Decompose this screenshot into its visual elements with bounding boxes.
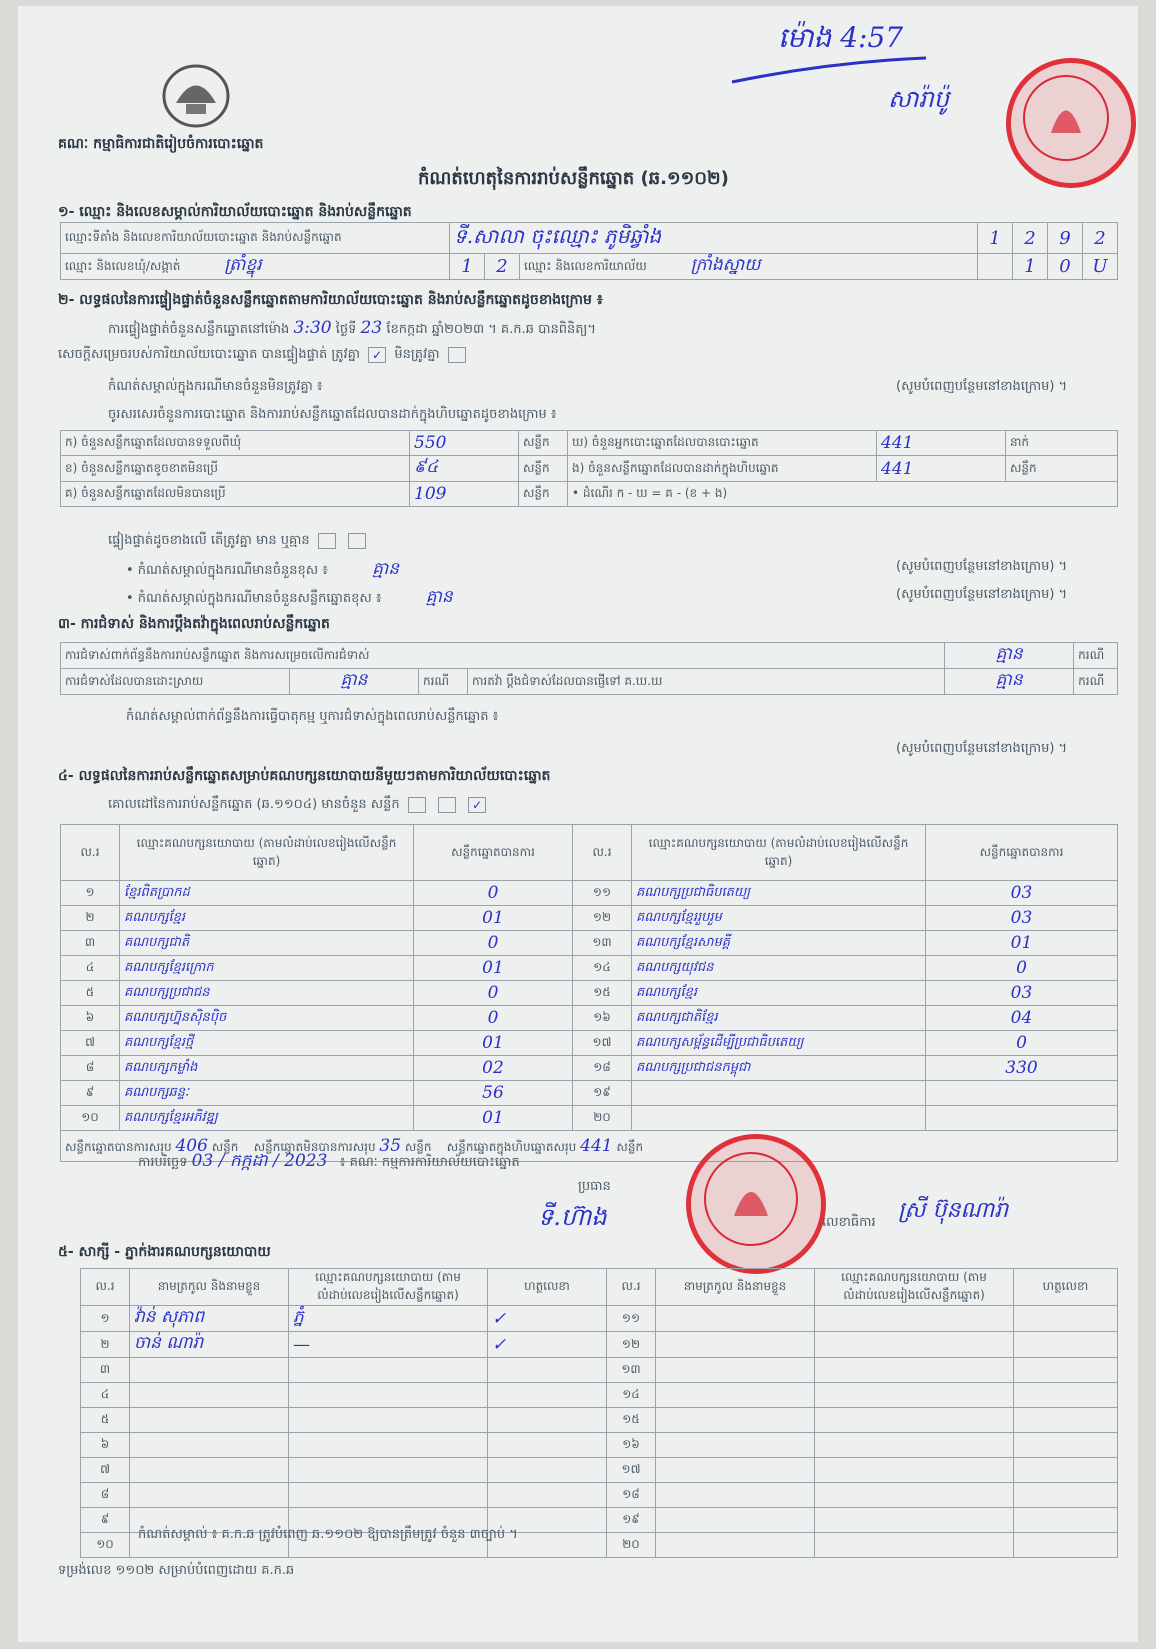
option-checkbox-2[interactable] <box>348 533 366 549</box>
result-party-2: គណបក្សយុវជន <box>632 956 926 981</box>
obs-party-2 <box>815 1483 1014 1508</box>
result-votes-2: 03 <box>926 906 1118 931</box>
result-votes: 0 <box>414 931 573 956</box>
obs-sign <box>488 1458 607 1483</box>
observer-row <box>81 1483 1118 1508</box>
obs-no: ៨ <box>81 1483 130 1508</box>
obs-sign-2 <box>1014 1533 1118 1558</box>
section-2-line-1: ការផ្ទៀងផ្ទាត់ចំនួនសន្លឹកឆ្នោតនៅម៉ោង 3:30 ថ្ងៃទី 23 ខែកក្កដា ឆ្នាំ២០២៣ ។ គ.ក.ឆ បានពិនិត្យ។ <box>108 318 596 338</box>
chair-label: ប្រធាន <box>578 1179 611 1194</box>
obs-no-2: ២០ <box>607 1533 656 1558</box>
result-row <box>61 906 1118 931</box>
result-party-2: គណបក្សជាតិខ្មែរ <box>632 1006 926 1031</box>
obs-no-2: ១៩ <box>607 1508 656 1533</box>
obs-no: ២ <box>81 1332 130 1358</box>
section-3-row-1-value: គ្មាន <box>945 643 1074 669</box>
result-no: ១ <box>61 881 120 906</box>
result-no: ៤ <box>61 956 120 981</box>
result-votes: 01 <box>414 1106 573 1131</box>
station-digit-4: 2 <box>1083 223 1118 254</box>
results-table <box>60 824 1118 1162</box>
section-3-heading: ៣- ការជំទាស់ និងការប្តឹងតវ៉ាក្នុងពេលរាប់សន្លឹកឆ្នោត <box>58 616 330 632</box>
result-party-2: គណបក្សសម្ព័ន្ធដើម្បីប្រជាធិបតេយ្យ <box>632 1031 926 1056</box>
result-row <box>61 1081 1118 1106</box>
obs-no-2: ១២ <box>607 1332 656 1358</box>
office-label: ឈ្មោះ និងលេខការិយាល័យ ក្រាំងស្នាយ <box>520 254 978 280</box>
obs-sign-2 <box>1014 1306 1118 1332</box>
obs-name-2 <box>656 1358 815 1383</box>
observer-row <box>81 1458 1118 1483</box>
result-row <box>61 956 1118 981</box>
result-no: ១០ <box>61 1106 120 1131</box>
office-digit-0 <box>978 254 1013 280</box>
count-row-unit: សន្លឹក <box>519 431 568 456</box>
section-1-heading: ១- ឈ្មោះ និងលេខសម្គាល់ការិយាល័យបោះឆ្នោត និងរាប់សន្លឹកឆ្នោត <box>58 204 412 220</box>
count-row-unit: សន្លឹក <box>519 456 568 482</box>
result-votes: 0 <box>414 1006 573 1031</box>
yes-checkbox[interactable]: ✓ <box>368 347 386 363</box>
handwritten-signature-note: សារ៉ាប៉ូ <box>888 85 949 113</box>
obs-sign <box>488 1383 607 1408</box>
observer-row <box>81 1383 1118 1408</box>
obs-name-2 <box>656 1458 815 1483</box>
obs-party-2 <box>815 1306 1014 1332</box>
section-2-note-3: • កំណត់សម្គាល់ក្នុងករណីមានចំនួនសន្លឹកឆ្នោតខុស ៖ គ្មាន <box>126 587 453 607</box>
result-votes: 01 <box>414 906 573 931</box>
observer-row <box>81 1358 1118 1383</box>
result-no-2: ១៣ <box>573 931 632 956</box>
obs-sign <box>488 1433 607 1458</box>
obs-no: ៣ <box>81 1358 130 1383</box>
obs-name-2 <box>656 1433 815 1458</box>
obs-col-sign-2: ហត្ថលេខា <box>1014 1269 1118 1306</box>
obs-name <box>130 1458 289 1483</box>
result-votes-2: 04 <box>926 1006 1118 1031</box>
obs-no-2: ១៣ <box>607 1358 656 1383</box>
result-party: គណបក្សខ្មែរ <box>120 906 414 931</box>
observer-row <box>81 1433 1118 1458</box>
result-no-2: ១១ <box>573 881 632 906</box>
result-no-2: ១៥ <box>573 981 632 1006</box>
result-party-2: គណបក្សប្រជាធិបតេយ្យ <box>632 881 926 906</box>
count-row-label: ក) ចំនួនសន្លឹកឆ្នោតដែលបានទទួលពីឃុំ <box>61 431 410 456</box>
result-party: គណបក្សជាតិ <box>120 931 414 956</box>
count-row-value: ៩៤ <box>410 456 519 482</box>
result-no-2: ១៨ <box>573 1056 632 1081</box>
result-votes: 02 <box>414 1056 573 1081</box>
result-no: ៣ <box>61 931 120 956</box>
obs-party: — <box>289 1332 488 1358</box>
observer-row <box>81 1408 1118 1433</box>
section-2-heading: ២- លទ្ធផលនៃការផ្ទៀងផ្ទាត់ចំនួនសន្លឹកឆ្នោតតាមការិយាល័យបោះឆ្នោត និងរាប់សន្លឹកឆ្នោតដូចខាងក្រោម ៖ <box>58 292 603 308</box>
official-stamp-center <box>686 1134 826 1274</box>
obs-sign-2 <box>1014 1458 1118 1483</box>
count-row-unit: សន្លឹក <box>519 482 568 507</box>
obs-party-2 <box>815 1332 1014 1358</box>
result-no: ២ <box>61 906 120 931</box>
col-party-2: ឈ្មោះគណបក្សនយោបាយ (តាមលំដាប់លេខរៀងលើសន្លឹកឆ្នោត) <box>632 825 926 881</box>
obs-name <box>130 1433 289 1458</box>
count-row-label: គ) ចំនួនសន្លឹកឆ្នោតដែលមិនបានប្រើ <box>61 482 410 507</box>
result-votes-2 <box>926 1081 1118 1106</box>
result-no-2: ១២ <box>573 906 632 931</box>
result-party-2: គណបក្សប្រជាជនកម្ពុជា <box>632 1056 926 1081</box>
result-votes-2: 330 <box>926 1056 1118 1081</box>
result-party-2: គណបក្សខ្មែររួបរួម <box>632 906 926 931</box>
obs-party <box>289 1408 488 1433</box>
result-votes: 56 <box>414 1081 573 1106</box>
section-3-row-1-label: ការជំទាស់ពាក់ព័ន្ធនឹងការរាប់សន្លឹកឆ្នោត និងការសម្រេចលើការជំទាស់ <box>61 643 945 669</box>
form-title: កំណត់ហេតុនៃការរាប់សន្លឹកឆ្នោត (ឆ.១១០២) <box>418 168 729 189</box>
col-votes: សន្លឹកឆ្នោតបានការ <box>414 825 573 881</box>
station-digit-1: 1 <box>978 223 1013 254</box>
col-party: ឈ្មោះគណបក្សនយោបាយ (តាមលំដាប់លេខរៀងលើសន្លឹកឆ្នោត) <box>120 825 414 881</box>
result-party-2 <box>632 1081 926 1106</box>
obs-name-2 <box>656 1508 815 1533</box>
obs-col-no: ល.រ <box>81 1269 130 1306</box>
count-formula: • ដំណើរ ក - ឃ = គ - (ខ + ង) <box>568 482 1118 507</box>
section-3-table <box>60 642 1118 695</box>
result-no: ៥ <box>61 981 120 1006</box>
obs-party-2 <box>815 1458 1014 1483</box>
obs-party-2 <box>815 1358 1014 1383</box>
obs-no: ៤ <box>81 1383 130 1408</box>
result-no: ៩ <box>61 1081 120 1106</box>
committee-emblem-icon <box>156 58 236 128</box>
obs-sign: ✓ <box>488 1306 607 1332</box>
result-votes-2: 03 <box>926 981 1118 1006</box>
result-no-2: ១៤ <box>573 956 632 981</box>
count-row-label-2: ង) ចំនួនសន្លឹកឆ្នោតដែលបានដាក់ក្នុងហិបឆ្នោត <box>568 456 877 482</box>
section-3-row-1-unit: ករណី <box>1074 643 1118 669</box>
document-sheet <box>18 6 1138 1642</box>
result-no: ៨ <box>61 1056 120 1081</box>
result-party-2 <box>632 1106 926 1131</box>
count-row-value: 109 <box>410 482 519 507</box>
result-votes: 0 <box>414 881 573 906</box>
section-3-row-2-unit: ករណី <box>419 669 468 695</box>
col-no: ល.រ <box>61 825 120 881</box>
section-2-line-2: សេចក្តីសម្រេចរបស់ការិយាល័យបោះឆ្នោត បានផ្ទៀងផ្ទាត់ ត្រូវគ្នា ✓ មិនត្រូវគ្នា <box>58 346 470 365</box>
obs-name <box>130 1408 289 1433</box>
count-row-unit-2: នាក់ <box>1006 431 1118 456</box>
obs-sign <box>488 1483 607 1508</box>
result-row <box>61 1006 1118 1031</box>
obs-no: ១ <box>81 1306 130 1332</box>
obs-col-sign: ហត្ថលេខា <box>488 1269 607 1306</box>
section-3-row-2-label-2: ការតវ៉ា ប្តឹងជំទាស់ដែលបានផ្ញើទៅ គ.ឃ.ឃ <box>468 669 945 695</box>
obs-no: ១០ <box>81 1533 130 1558</box>
result-party: ខ្មែរពិតប្រាកដ <box>120 881 414 906</box>
office-digit-3: U <box>1083 254 1118 280</box>
obs-sign: ✓ <box>488 1332 607 1358</box>
obs-party: ភ្នំ <box>289 1306 488 1332</box>
obs-party <box>289 1358 488 1383</box>
obs-col-party: ឈ្មោះគណបក្សនយោបាយ (តាមលំដាប់លេខរៀងលើសន្លឹកឆ្នោត) <box>289 1269 488 1306</box>
observer-row <box>81 1306 1118 1332</box>
obs-no: ៧ <box>81 1458 130 1483</box>
commune-digit-1: 1 <box>450 254 485 280</box>
count-row-value-2: 441 <box>877 431 1006 456</box>
obs-no: ៦ <box>81 1433 130 1458</box>
count-row-unit-2: សន្លឹក <box>1006 456 1118 482</box>
result-party: គណបក្សឆន្ទៈ <box>120 1081 414 1106</box>
result-party: គណបក្សខ្មែរអភិវឌ្ឍ <box>120 1106 414 1131</box>
obs-sign-2 <box>1014 1508 1118 1533</box>
obs-sign-2 <box>1014 1383 1118 1408</box>
result-row <box>61 881 1118 906</box>
observer-row <box>81 1332 1118 1358</box>
result-party: គណបក្សខ្មែរក្រោក <box>120 956 414 981</box>
result-row <box>61 1056 1118 1081</box>
commune-label: ឈ្មោះ និងលេខឃុំ/សង្កាត់ ត្រាំខ្នុរ <box>61 254 450 280</box>
section-3-hint: (សូមបំពេញបន្ថែមនៅខាងក្រោម) ។ <box>896 741 1068 756</box>
observers-table <box>80 1268 1118 1558</box>
obs-name-2 <box>656 1408 815 1433</box>
obs-name-2 <box>656 1306 815 1332</box>
obs-no-2: ១១ <box>607 1306 656 1332</box>
result-party: គណបក្សកម្លាំង <box>120 1056 414 1081</box>
footer-note: កំណត់សម្គាល់ ៖ គ.ក.ឆ ត្រូវបំពេញ ឆ.១១០២ ឱ្យបានត្រឹមត្រូវ ចំនួន ៣ច្បាប់ ។ <box>138 1527 518 1542</box>
obs-party <box>289 1383 488 1408</box>
result-row <box>61 1106 1118 1131</box>
result-votes: 01 <box>414 956 573 981</box>
obs-party-2 <box>815 1433 1014 1458</box>
section-3-row-2-unit-2: ករណី <box>1074 669 1118 695</box>
section-3-row-2-label: ការជំទាស់ដែលបានដោះស្រាយ <box>61 669 290 695</box>
result-votes-2: 03 <box>926 881 1118 906</box>
obs-sign-2 <box>1014 1433 1118 1458</box>
result-votes-2 <box>926 1106 1118 1131</box>
section-2-line-3: ចូរសរសេរចំនួនការបោះឆ្នោត និងការរាប់សន្លឹកឆ្នោតដែលបានដាក់ក្នុងហិបឆ្នោតដូចខាងក្រោម ៖ <box>108 407 557 422</box>
result-party-2: គណបក្សខ្មែរសាមគ្គី <box>632 931 926 956</box>
section-2-note-1-hint: (សូមបំពេញបន្ថែមនៅខាងក្រោម) ។ <box>896 379 1068 394</box>
obs-sign-2 <box>1014 1332 1118 1358</box>
result-votes-2: 0 <box>926 956 1118 981</box>
obs-name-2 <box>656 1483 815 1508</box>
obs-sign-2 <box>1014 1358 1118 1383</box>
chair-signature: ទី.ហ៊ាង <box>538 1203 607 1231</box>
result-votes-2: 0 <box>926 1031 1118 1056</box>
office-digit-1: 1 <box>1013 254 1048 280</box>
obs-name-2 <box>656 1533 815 1558</box>
count-row-label: ខ) ចំនួនសន្លឹកឆ្នោតខូចខាតមិនប្រើ <box>61 456 410 482</box>
result-party: គណបក្សហ្វ៊ុនស៊ិនប៉ិច <box>120 1006 414 1031</box>
obs-no: ៥ <box>81 1408 130 1433</box>
obs-name-2 <box>656 1332 815 1358</box>
polling-station-value: ទី.សាលា ចុះឈ្មោះ ភូមិឆ្វាំង <box>450 223 978 254</box>
obs-no-2: ១៨ <box>607 1483 656 1508</box>
section-1-table <box>60 222 1118 280</box>
obs-no-2: ១៦ <box>607 1433 656 1458</box>
obs-no-2: ១៥ <box>607 1408 656 1433</box>
obs-sign <box>488 1358 607 1383</box>
handwritten-time-note: ម៉ោង 4:57 <box>778 21 904 54</box>
obs-sign <box>488 1408 607 1433</box>
office-digit-2: 0 <box>1048 254 1083 280</box>
obs-party <box>289 1458 488 1483</box>
result-votes: 01 <box>414 1031 573 1056</box>
col-votes-2: សន្លឹកឆ្នោតបានការ <box>926 825 1118 881</box>
obs-party <box>289 1433 488 1458</box>
result-party: គណបក្សប្រជាជន <box>120 981 414 1006</box>
count-row-value-2: 441 <box>877 456 1006 482</box>
obs-no: ៩ <box>81 1508 130 1533</box>
count-row-label-2: ឃ) ចំនួនអ្នកបោះឆ្នោតដែលបានបោះឆ្នោត <box>568 431 877 456</box>
obs-name <box>130 1483 289 1508</box>
section-5-heading: ៥- សាក្សី - ភ្នាក់ងារគណបក្សនយោបាយ <box>58 1244 271 1260</box>
obs-col-no-2: ល.រ <box>607 1269 656 1306</box>
obs-name <box>130 1358 289 1383</box>
section-3-row-2-value-2: គ្មាន <box>945 669 1074 695</box>
obs-name-2 <box>656 1383 815 1408</box>
result-party-2: គណបក្សខ្មែរ <box>632 981 926 1006</box>
obs-name <box>130 1383 289 1408</box>
obs-name: ចាន់ ណារ៉ា <box>130 1332 289 1358</box>
handwritten-underline <box>730 54 930 88</box>
obs-col-party-2: ឈ្មោះគណបក្សនយោបាយ (តាមលំដាប់លេខរៀងលើសន្លឹកឆ្នោត) <box>815 1269 1014 1306</box>
official-stamp-top <box>1006 58 1136 188</box>
date-line: ការបរិច្ឆេទ 03 / កក្កដា / 2023 ៖ គណៈ កម្មការការិយាល័យបោះឆ្នោត <box>138 1151 520 1171</box>
station-digit-3: 9 <box>1048 223 1083 254</box>
option-checkbox-1[interactable] <box>318 533 336 549</box>
obs-no-2: ១៧ <box>607 1458 656 1483</box>
footer-form-code: ទម្រង់លេខ ១១០២ សម្រាប់បំពេញដោយ គ.ក.ឆ <box>58 1563 295 1578</box>
secretary-signature: ស្រី ប៊ុនណារ៉ា <box>898 1198 1009 1223</box>
result-no: ៧ <box>61 1031 120 1056</box>
obs-party-2 <box>815 1383 1014 1408</box>
section-4-line: គោលដៅនៃការរាប់សន្លឹកឆ្នោត (ឆ.១១០៤) មានចំនួន សន្លឹក ✓ <box>108 796 490 815</box>
obs-party-2 <box>815 1508 1014 1533</box>
section-2-note-3-hint: (សូមបំពេញបន្ថែមនៅខាងក្រោម) ។ <box>896 587 1068 602</box>
result-no: ៦ <box>61 1006 120 1031</box>
col-no-2: ល.រ <box>573 825 632 881</box>
section-2-note-1: កំណត់សម្គាល់ក្នុងករណីមានចំនួនមិនត្រូវគ្នា ៖ <box>108 379 323 394</box>
obs-sign-2 <box>1014 1483 1118 1508</box>
section-3-row-2-value: គ្មាន <box>290 669 419 695</box>
section-2-line-4: ផ្ទៀងផ្ទាត់ដូចខាងលើ តើត្រូវគ្នា មាន ឬគ្មាន <box>108 532 370 551</box>
section-2-count-table <box>60 430 1118 507</box>
section-2-note-2-hint: (សូមបំពេញបន្ថែមនៅខាងក្រោម) ។ <box>896 559 1068 574</box>
obs-col-name-2: នាមត្រកូល និងនាមខ្លួន <box>656 1269 815 1306</box>
commune-digit-2: 2 <box>485 254 520 280</box>
section-4-checkbox-3[interactable]: ✓ <box>468 797 486 813</box>
result-row <box>61 981 1118 1006</box>
obs-name: វ៉ាន់ សុភាព <box>130 1306 289 1332</box>
result-party: គណបក្សខ្មែរថ្មី <box>120 1031 414 1056</box>
obs-party-2 <box>815 1408 1014 1433</box>
result-votes: 0 <box>414 981 573 1006</box>
count-row-value: 550 <box>410 431 519 456</box>
section-2-note-2: • កំណត់សម្គាល់ក្នុងករណីមានចំនួនខុស ៖ គ្មាន <box>126 559 400 579</box>
obs-col-name: នាមត្រកូល និងនាមខ្លួន <box>130 1269 289 1306</box>
result-votes-2: 01 <box>926 931 1118 956</box>
results-totals-row: សន្លឹកឆ្នោតបានការសរុប 406 សន្លឹក សន្លឹកឆ្នោតមិនបានការសរុប 35 សន្លឹក សន្លឹកឆ្នោតក្នុងហិបឆ្នោតសរុប 441 សន្លឹក <box>61 1131 1118 1162</box>
section-4-checkbox-2[interactable] <box>438 797 456 813</box>
polling-station-label: ឈ្មោះទីតាំង និងលេខការិយាល័យបោះឆ្នោត និងរាប់សន្លឹកឆ្នោត <box>61 223 450 254</box>
section-4-checkbox-1[interactable] <box>408 797 426 813</box>
obs-party-2 <box>815 1533 1014 1558</box>
result-no-2: ១៧ <box>573 1031 632 1056</box>
result-row <box>61 931 1118 956</box>
result-row <box>61 1031 1118 1056</box>
section-3-note: កំណត់សម្គាល់ពាក់ព័ន្ធនឹងការធ្វើបាតុកម្ម ឬការជំទាស់ក្នុងពេលរាប់សន្លឹកឆ្នោត ៖ <box>126 709 499 724</box>
section-4-heading: ៤- លទ្ធផលនៃការរាប់សន្លឹកឆ្នោតសម្រាប់គណបក្សនយោបាយនីមួយៗតាមការិយាល័យបោះឆ្នោត <box>58 768 551 784</box>
no-checkbox[interactable] <box>448 347 466 363</box>
result-no-2: ១៩ <box>573 1081 632 1106</box>
obs-party <box>289 1483 488 1508</box>
committee-name: គណៈ កម្មាធិការជាតិរៀបចំការបោះឆ្នោត <box>58 136 264 152</box>
obs-no-2: ១៤ <box>607 1383 656 1408</box>
secretary-label: លេខាធិការ <box>822 1215 876 1230</box>
station-digit-2: 2 <box>1013 223 1048 254</box>
result-no-2: ២០ <box>573 1106 632 1131</box>
result-no-2: ១៦ <box>573 1006 632 1031</box>
obs-sign-2 <box>1014 1408 1118 1433</box>
